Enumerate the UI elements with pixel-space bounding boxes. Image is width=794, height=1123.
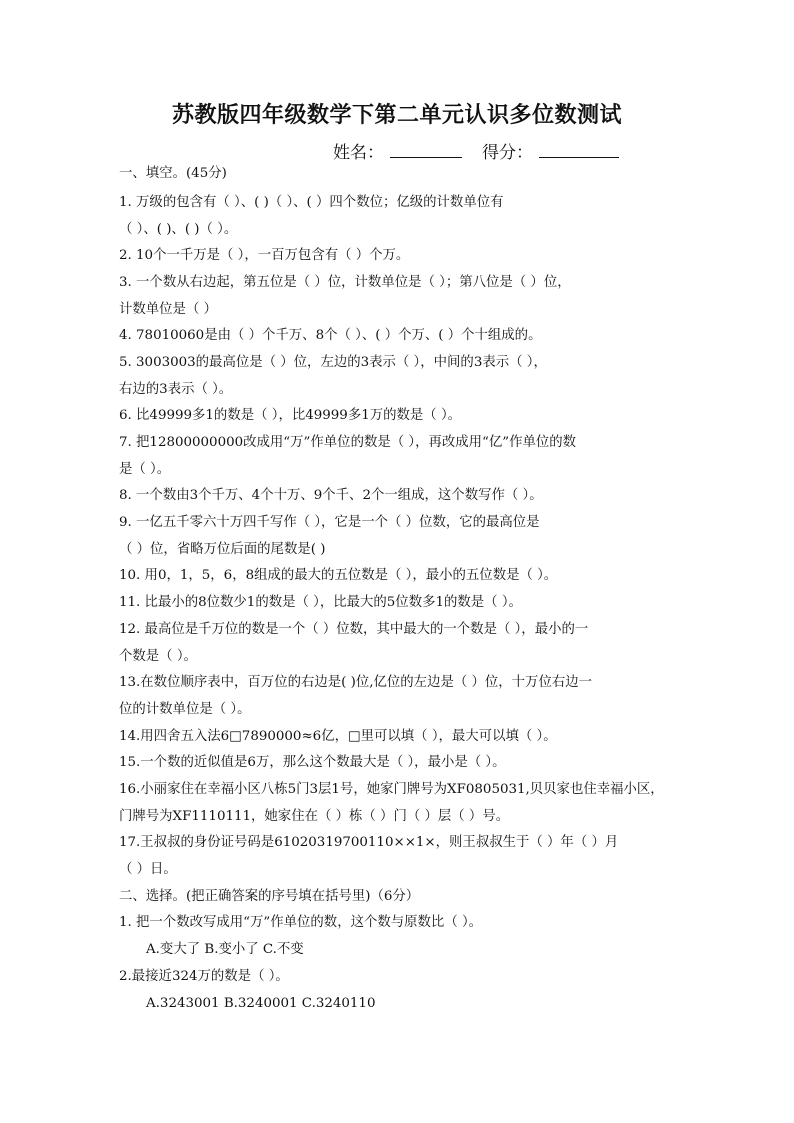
question-line: 8. 一个数由3个千万、4个十万、9个千、2个一组成，这个数写作（ ）。 — [119, 488, 543, 503]
question-line: 二、选择。(把正确答案的序号填在括号里)（6分） — [119, 889, 420, 904]
name-score-line — [333, 138, 619, 163]
question-line: 10. 用0，1，5，6，8组成的最大的五位数是（ ），最小的五位数是（ ）。 — [119, 568, 558, 583]
question-line: （ ）日。 — [119, 862, 177, 877]
question-line: 位的计数单位是（ ）。 — [119, 702, 251, 717]
question-line: 一、填空。(45分) — [119, 166, 227, 181]
question-line: 11. 比最小的8位数少1的数是（ ），比最大的5位数多1的数是（ ）。 — [119, 595, 522, 610]
question-line: 15.一个数的近似值是6万，那么这个数最大是（ ），最小是（ ）。 — [119, 755, 506, 770]
question-line: 门牌号为XF1110111，她家住在（ ）栋（ ）门（ ）层（ ）号。 — [119, 809, 510, 824]
question-line: 1. 万级的包含有（ ）、( )（ ）、( ）四个数位；亿级的计数单位有 — [119, 195, 504, 210]
name-blank[interactable] — [390, 141, 462, 158]
question-line: 1. 把一个数改写成用“万”作单位的数，这个数与原数比（ ）。 — [119, 915, 483, 930]
question-line: 17.王叔叔的身份证号码是61020319700110××1×，则王叔叔生于（ ）年（ ）月 — [119, 835, 619, 850]
question-line: 3. 一个数从右边起，第五位是（ ）位，计数单位是（ ）；第八位是（ ）位， — [119, 275, 571, 290]
question-line: （ ）、( )、( )（ ）。 — [119, 222, 238, 237]
page-title: 苏教版四年级数学下第二单元认识多位数测试 — [171, 102, 622, 128]
question-line: 16.小丽家住在幸福小区八栋5门3层1号，她家门牌号为XF0805031,贝贝家也住幸福小区， — [119, 782, 664, 797]
question-line: 计数单位是（ ） — [119, 302, 217, 317]
question-line: 2. 10个一千万是（ ），一百万包含有（ ）个万。 — [119, 248, 410, 263]
question-line: 7. 把12800000000改成用“万”作单位的数是（ ），再改成用“亿”作单位的数 — [119, 435, 577, 450]
question-line: 13.在数位顺序表中，百万位的右边是( )位,亿位的左边是（ ）位，十万位右边一 — [119, 675, 593, 690]
question-line: （ ）位，省略万位后面的尾数是( ) — [119, 542, 326, 557]
question-line: 4. 78010060是由（ ）个千万、8个（ ）、( ）个万、( ）个十组成的。 — [119, 328, 542, 343]
question-line: 2.最接近324万的数是（ ）。 — [119, 969, 289, 984]
question-line: 个数是（ ）。 — [119, 649, 197, 664]
question-line: 14.用四舍五入法6□7890000≈6亿，□里可以填（ ），最大可以填（ ）。 — [119, 729, 557, 744]
question-line: 右边的3表示（ ）。 — [119, 382, 233, 397]
score-label: 得分： — [482, 143, 533, 163]
question-line: 是（ ）。 — [119, 462, 171, 477]
question-line: 6. 比49999多1的数是（ ），比49999多1万的数是（ ）。 — [119, 408, 462, 423]
question-line: 5. 3003003的最高位是（ ）位，左边的3表示（ ），中间的3表示（ ）， — [119, 355, 547, 370]
question-line: 9. 一亿五千零六十万四千写作（ ），它是一个（ ）位数，它的最高位是 — [119, 515, 540, 530]
question-line: A.变大了 B.变小了 C.不变 — [146, 942, 304, 957]
question-line: A.3243001 B.3240001 C.3240110 — [146, 996, 376, 1011]
score-blank[interactable] — [539, 141, 619, 158]
name-label: 姓名： — [333, 143, 384, 163]
question-line: 12. 最高位是千万位的数是一个（ ）位数，其中最大的一个数是（ ），最小的一 — [119, 622, 589, 637]
